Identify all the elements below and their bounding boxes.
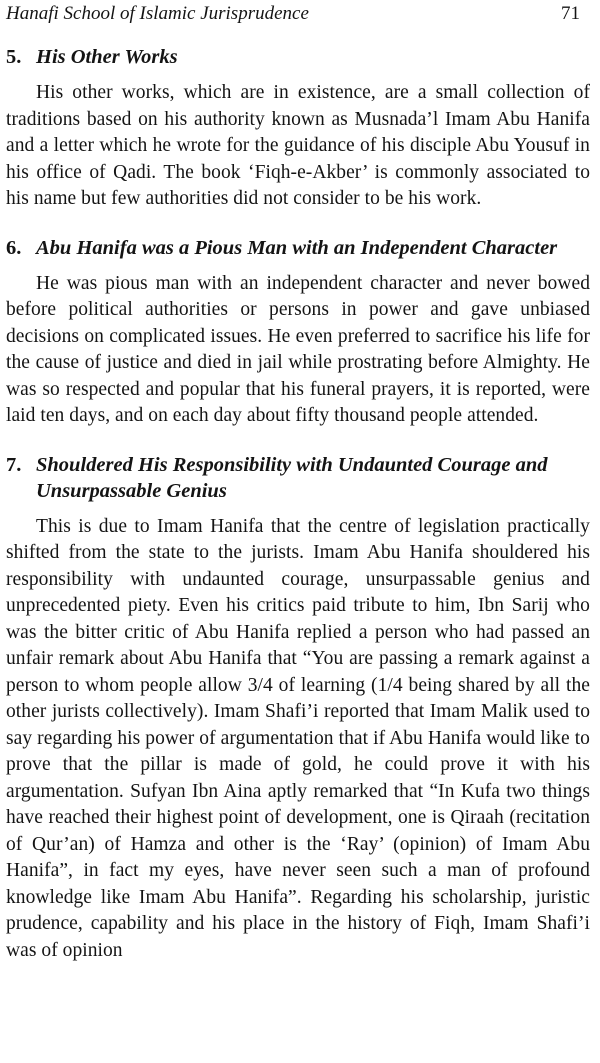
section-number: 6. <box>6 236 22 259</box>
page-number: 71 <box>561 3 580 24</box>
section-title: Abu Hanifa was a Pious Man with an Independent Character <box>36 236 558 259</box>
section-title: Shouldered His Responsibility with Undaunted Courage and Unsurpassable Genius <box>36 453 548 502</box>
section-heading <box>6 235 590 261</box>
section-pious-man <box>6 235 590 430</box>
section-heading <box>6 452 590 504</box>
section-paragraph: This is due to Imam Hanifa that the centre of legislation practically shifted from the state to the jurists. Imam Abu Hanifa shouldered his responsibility with undaunted courage, unsurpassable genius and unprecedented piety. Even his critics paid tribute to him, Ibn Sarij who was the bitter critic of Abu Hanifa replied a person who had passed an unfair remark about Abu Hanifa that “You are passing a remark against a person to whom people allow 3/4 of learning (1/4 being shared by all the other jurists collectively). Imam Shafi’i reported that Imam Malik used to say regarding his power of argumentation that if Abu Hanifa would like to prove that the pillar is made of gold, he could prove it with his argumentation. Sufyan Ibn Aina aptly remarked that “In Kufa two things have reached their highest point of development, one is Qiraah (recitation of Qur’an) of Hamza and other is the ‘Ray’ (opinion) of Imam Abu Hanifa”, in fact my eyes, have never seen such a man of profound knowledge like Imam Abu Hanifa”. Regarding his scholarship, juristic prudence, capability and his place in the history of Fiqh, Imam Shafi’i was of opinion <box>6 515 590 961</box>
running-header <box>0 0 600 28</box>
section-paragraph: His other works, which are in existence, are a small collection of traditions based on his authority known as Musnada’l Imam Abu Hanifa and a letter which he wrote for the guidance of his disciple Abu Yousuf in his office of Qadi. The book ‘Fiqh-e-Akber’ is commonly associated to his name but few authorities did not consider to be his work. <box>6 82 590 209</box>
section-other-works <box>6 44 590 213</box>
section-title: His Other Works <box>36 46 178 68</box>
page-body <box>6 44 590 986</box>
section-paragraph: He was pious man with an independent character and never bowed before political authorities or persons in power and gave unbiased decisions on complicated issues. He even preferred to sacrifice his life for the cause of justice and died in jail while prostrating before Almighty. He was so respected and popular that his funeral prayers, it is reported, were laid ten days, and on each day about fifty thousand people attended. <box>6 272 590 426</box>
section-number: 5. <box>6 46 22 68</box>
section-number: 7. <box>6 453 22 476</box>
section-responsibility <box>6 452 590 965</box>
running-title: Hanafi School of Islamic Jurisprudence <box>6 3 309 24</box>
section-heading <box>6 44 590 70</box>
